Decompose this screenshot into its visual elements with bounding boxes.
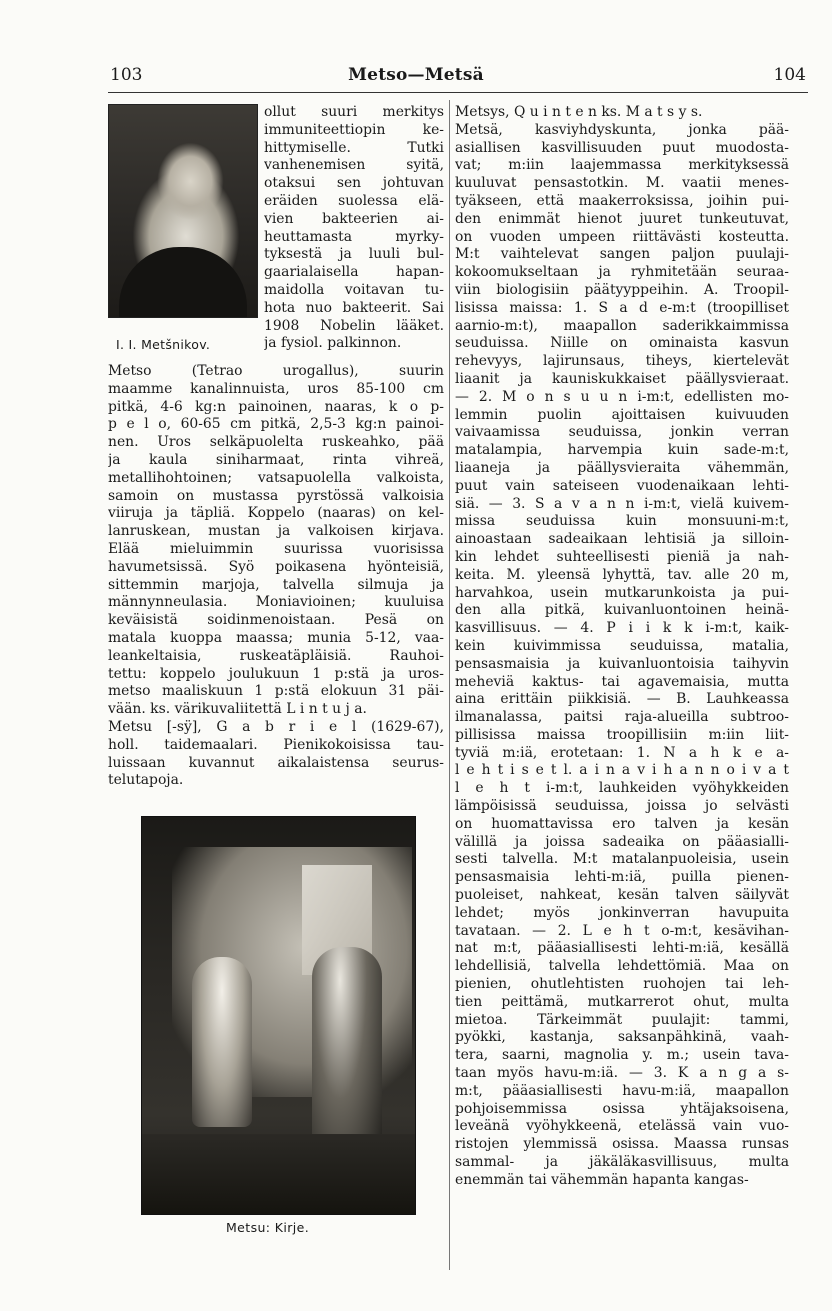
text-line: gaarialaisella hapan- xyxy=(264,264,444,281)
text-line: puoleiset, nahkeat, kesän talven säilyvät xyxy=(455,887,789,904)
text-line: ainoastaan sadeaikaan lehtisiä ja silloin- xyxy=(455,531,789,548)
text-line: kein kuivimmissa seuduissa, matalia, xyxy=(455,637,789,654)
text-line: havumetsissä. Syö poikasena hyönteisiä, xyxy=(108,558,444,575)
text-line: tera, saarni, magnolia y. m.; usein tava- xyxy=(455,1047,789,1064)
text-line: pitkä, 4-6 kg:n painoinen, naaras, k o p- xyxy=(108,398,444,415)
text-line: nat m:t, pääasiallisesti lehti-m:iä, kesällä xyxy=(455,940,789,957)
text-line: metallihohtoinen; vatsapuolella valkoista, xyxy=(108,469,444,486)
text-line: tettu: koppelo joulukuun 1 p:stä ja uros- xyxy=(108,665,444,682)
text-line: välillä ja joissa sadeaika on pääasialli- xyxy=(455,833,789,850)
text-line: aina erittäin piikkisiä. — B. Lauhkeassa xyxy=(455,691,789,708)
text-line: eräiden suolessa elä- xyxy=(264,192,444,209)
text-line: lemmin puolin ajoittaisen kuivuuden xyxy=(455,406,789,423)
text-line: otaksui sen johtuvan xyxy=(264,175,444,192)
text-line: pensasmaisia lehti-m:iä, puilla pienen- xyxy=(455,869,789,886)
text-line: Metsu [-sÿ], G a b r i e l (1629-67), xyxy=(108,718,444,735)
text-line: maamme kanalinnuista, uros 85-100 cm xyxy=(108,380,444,397)
page-number-right: 104 xyxy=(773,65,806,85)
text-line: on huomattavissa ero talven ja kesän xyxy=(455,815,789,832)
column-divider xyxy=(449,100,450,1270)
text-line: vanhenemisen syitä, xyxy=(264,157,444,174)
text-line: tien peittämä, mutkarrerot ohut, multa xyxy=(455,993,789,1010)
text-line: liaanit ja kauniskukkaiset päällysvieraat. xyxy=(455,370,789,387)
text-line: Metsys, Q u i n t e n ks. M a t s y s. xyxy=(455,104,703,120)
text-line: ristojen ylemmissä osissa. Maassa runsas xyxy=(455,1136,789,1153)
text-line: aarnio-m:t), maapallon saderikkaimmissa xyxy=(455,317,789,334)
text-line: l e h t i s e t l. a i n a v i h a n n o i v a t xyxy=(455,762,789,779)
text-line: samoin on mustassa pyrstössä valkoisia xyxy=(108,487,444,504)
text-line: maidolla voitavan tu- xyxy=(264,281,444,298)
text-line: kasvillisuus. — 4. P i i k k i-m:t, kaik- xyxy=(455,620,789,637)
page-number-left: 103 xyxy=(110,65,143,85)
text-line: sittemmin marjoja, talvella silmuja ja xyxy=(108,576,444,593)
text-line: leveänä vyöhykkeenä, etelässä vain vuo- xyxy=(455,1118,789,1135)
text-line: Elää mieluimmin suurissa vuorisissa xyxy=(108,540,444,557)
text-line: harvahkoa, usein mutkarunkoista ja pui- xyxy=(455,584,789,601)
portrait-caption: I. I. Metšnikov. xyxy=(116,337,211,352)
text-line: M:t vaihtelevat sangen paljon puulaji- xyxy=(455,246,789,263)
text-line: seuduissa. Niille on ominaista kasvun xyxy=(455,335,789,352)
text-line: keita. M. yleensä lyhyttä, tav. alle 20 m, xyxy=(455,566,789,583)
text-line: keväisistä soidinmenoistaan. Pesä on xyxy=(108,612,444,629)
text-line: 1908 Nobelin lääket. xyxy=(264,317,444,334)
text-line: leankeltaisia, ruskeatäpläisiä. Rauhoi- xyxy=(108,647,444,664)
text-line: p e l o, 60-65 cm pitkä, 2,5-3 kg:n painoi- xyxy=(108,416,444,433)
text-line: — 2. M o n s u u n i-m:t, edellisten mo- xyxy=(455,388,789,405)
text-line: vat; m:iin laajemmassa merkityksessä xyxy=(455,157,789,174)
text-line: m:t, pääasiallisesti havu-m:iä, maapallon xyxy=(455,1082,789,1099)
running-title: Metso—Metsä xyxy=(348,65,484,85)
text-line: matala kuoppa maassa; munia 5-12, vaa- xyxy=(108,629,444,646)
text-line: Metso (Tetrao urogallus), suurin xyxy=(108,363,444,379)
painting-floor xyxy=(142,1134,415,1214)
portrait-photo xyxy=(108,104,258,318)
text-line: den alla pitkä, kuivanluontoinen heinä- xyxy=(455,602,789,619)
text-line: nen. Uros selkäpuolelta ruskeahko, pää xyxy=(108,434,444,451)
text-line: kuuluvat pensastotkin. M. vaatii menes- xyxy=(455,175,789,192)
text-line: ollut suuri merkitys xyxy=(264,104,444,120)
text-line: heuttamasta myrky- xyxy=(264,228,444,245)
text-line: puut vain sateiseen vuodenaikaan lehti- xyxy=(455,477,789,494)
text-line: metso maaliskuun 1 p:stä elokuun 31 päi- xyxy=(108,683,444,700)
text-line: viin biologisiin päätyyppeihin. A. Troopil- xyxy=(455,281,789,298)
text-line: lisissa maissa: 1. S a d e-m:t (troopilliset xyxy=(455,299,789,316)
text-line: asiallisen kasvillisuuden puut muodosta- xyxy=(455,139,789,156)
text-line: kin lehdet suhteellisesti pieniä ja nah- xyxy=(455,548,789,565)
left-top-text xyxy=(264,104,444,353)
painting-image xyxy=(141,816,416,1215)
text-line: rehevyys, lajirunsaus, tiheys, kiertelevät xyxy=(455,353,789,370)
text-line: pensasmaisia ja kuivanluontoisia taihyvin xyxy=(455,655,789,672)
text-line: holl. taidemaalari. Pienikokoisissa tau- xyxy=(108,736,444,753)
text-line: männynneulasia. Moniavioinen; kuuluisa xyxy=(108,594,444,611)
text-line: immuniteettiopin ke- xyxy=(264,121,444,138)
text-line: tyviä m:iä, erotetaan: 1. N a h k e a- xyxy=(455,744,789,761)
text-line: lehdet; myös jonkinverran havupuita xyxy=(455,904,789,921)
text-line: lämpöisissä seuduissa, joissa jo selvästi xyxy=(455,798,789,815)
text-line: den enimmät hienot juuret tunkeutuvat, xyxy=(455,210,789,227)
text-line: pohjoisemmissa osissa yhtäjaksoisena, xyxy=(455,1100,789,1117)
text-line: meheviä kaktus- tai agavemaisia, mutta xyxy=(455,673,789,690)
text-line: vaivaamissa seuduissa, jonkin verran xyxy=(455,424,789,441)
text-line: viiruja ja täpliä. Koppelo (naaras) on kel- xyxy=(108,505,444,522)
text-line: ja kaula siniharmaat, rinta vihreä, xyxy=(108,451,444,468)
text-line: Metsä, kasviyhdyskunta, jonka pää- xyxy=(455,121,789,138)
text-line: matalampia, harvempia kuin sade-m:t, xyxy=(455,442,789,459)
text-line: missa seuduissa kuin monsuuni-m:t, xyxy=(455,513,789,530)
header-rule xyxy=(108,92,808,93)
text-line: tavataan. — 2. L e h t o-m:t, kesävihan- xyxy=(455,922,789,939)
text-line: luissaan kuvannut aikalaistensa seurus- xyxy=(108,754,444,771)
text-line: ja fysiol. palkinnon. xyxy=(264,335,402,352)
portrait-coat xyxy=(119,247,247,317)
text-line: enemmän tai vähemmän hapanta kangas- xyxy=(455,1171,749,1188)
text-line: tyksestä ja luuli bul- xyxy=(264,246,444,263)
text-line: pillisissa maissa troopillisiin m:iin liit- xyxy=(455,726,789,743)
text-line: on vuoden umpeen riittävästi kosteutta. xyxy=(455,228,789,245)
text-line: pienien, ohutlehtisten ruohojen tai leh- xyxy=(455,976,789,993)
painting-figure-seated xyxy=(192,957,252,1127)
text-line: vien bakteerien ai- xyxy=(264,210,444,227)
text-line: pyökki, kastanja, saksanpähkinä, vaah- xyxy=(455,1029,789,1046)
text-line: siä. — 3. S a v a n n i-m:t, vielä kuivem- xyxy=(455,495,789,512)
text-line: telutapoja. xyxy=(108,772,184,789)
text-line: vään. ks. värikuvaliitettä L i n t u j a. xyxy=(108,701,367,718)
text-line: lanruskean, mustan ja valkoisen kirjava. xyxy=(108,523,444,540)
painting-caption: Metsu: Kirje. xyxy=(226,1220,310,1235)
text-line: tyäkseen, että maakerroksissa, joihin pui- xyxy=(455,192,789,209)
text-line: sesti talvella. M:t matalanpuoleisia, usein xyxy=(455,851,789,868)
text-line: mietoa. Tärkeimmät puulajit: tammi, xyxy=(455,1011,789,1028)
text-line: hota nuo bakteerit. Sai xyxy=(264,299,444,316)
left-main-text xyxy=(108,363,444,790)
text-line: l e h t i-m:t, lauhkeiden vyöhykkeiden xyxy=(455,780,789,797)
text-line: hittymiselle. Tutki xyxy=(264,139,444,156)
text-line: kokoomukseltaan ja ryhmitetään seuraa- xyxy=(455,264,789,281)
text-line: taan myös havu-m:iä. — 3. K a n g a s- xyxy=(455,1065,789,1082)
text-line: ilmanalassa, paitsi raja-alueilla subtroo- xyxy=(455,709,789,726)
text-line: liaaneja ja päällysvieraita vähemmän, xyxy=(455,459,789,476)
text-line: sammal- ja jäkäläkasvillisuus, multa xyxy=(455,1154,789,1171)
text-line: lehdellisiä, talvella lehdettömiä. Maa on xyxy=(455,958,789,975)
right-column-text xyxy=(455,104,789,1190)
